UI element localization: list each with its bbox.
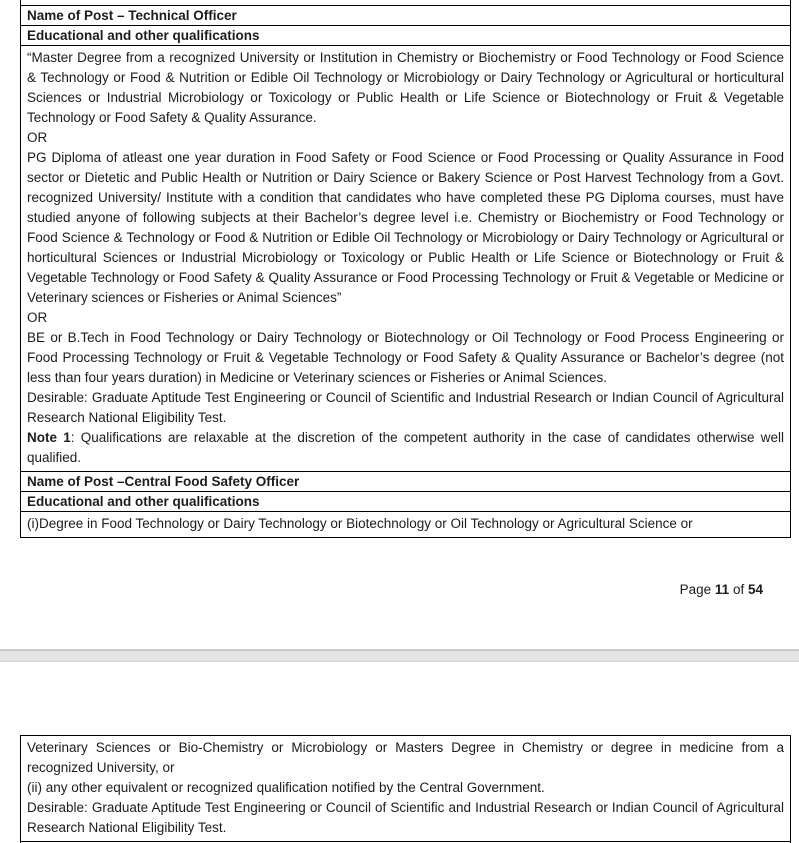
post-title-row (21, 6, 790, 26)
qualification-table (20, 0, 791, 538)
qualification-table-continued (20, 735, 791, 843)
post-title-2: Name of Post –Central Food Safety Officer (27, 474, 300, 489)
note-label: Note 1 (27, 430, 71, 445)
paragraph-note-1 (27, 428, 784, 468)
paragraph-pg-diploma: PG Diploma of atleast one year duration in Food Safety or Food Science or Food Processing or Quality Assurance in Food sector or Dietetic and Public Health or Nutrition or Dairy Science or Bakery Science or Post Harvest Technology from a Govt. recognized University/ Institute with a condition that candidates who have completed these PG Diploma courses, must have studied anyone of following subjects at their Bachelor’s degree level i.e. Chemistry or Biochemistry or Food Technology or Food Science & Technology or Food & Nutrition or Edible Oil Technology or Microbiology or Dairy Technology or Agricultural or horticultural Sciences or Industrial Microbiology or Toxicology or Public Health or Life Science or Biotechnology or Fruit & Vegetable Technology or Food Safety & Quality Assurance or Food Processing Technology or Fruit & Vegetable or Medicine or Veterinary sciences or Fisheries or Animal Sciences” (27, 150, 784, 305)
footer-of-word: of (729, 582, 748, 597)
edu-heading-row-2 (21, 492, 790, 512)
paragraph-continuation: Veterinary Sciences or Bio-Chemistry or Microbiology or Masters Degree in Chemistry or degree in medicine from a recognized University, or (27, 740, 784, 775)
paragraph-master-degree: “Master Degree from a recognized University or Institution in Chemistry or Biochemistry or Food Technology or Food Science & Technology or Food & Nutrition or Edible Oil Technology or Microbiology or Dairy Technology or Agricultural or horticultural Sciences or Industrial Microbiology or Toxicology or Public Health or Life Science or Biotechnology or Fruit & Vegetable Technology or Food Safety & Quality Assurance. (27, 50, 784, 125)
paragraph-desirable-2: Desirable: Graduate Aptitude Test Engineering or Council of Scientific and Industrial Research or Indian Council of Agricultural Research National Eligibility Test. (27, 800, 784, 835)
cfso-cell-start (21, 512, 790, 538)
footer-page-word: Page (679, 582, 715, 597)
cfso-cell-continued (21, 736, 790, 842)
paragraph-be-btech: BE or B.Tech in Food Technology or Dairy Technology or Biotechnology or Oil Technology or Food Process Engineering or Food Processing Technology or Fruit & Vegetable Technology or Food Safety & Quality Assurance or Bachelor’s degree (not less than four years duration) in Medicine or Veterinary sciences or Fisheries or Animal Sciences. (27, 330, 784, 385)
note-text: : Qualifications are relaxable at the discretion of the competent authority in the case of candidates otherwise well qualified. (27, 430, 785, 465)
paragraph-cfso-start: (i)Degree in Food Technology or Dairy Technology or Biotechnology or Oil Technology or Agricultural Science or (27, 516, 693, 531)
post-title: Name of Post – Technical Officer (27, 8, 237, 23)
edu-heading-2: Educational and other qualifications (27, 494, 260, 509)
edu-heading: Educational and other qualifications (27, 28, 260, 43)
footer-page-number: 11 (714, 582, 730, 597)
or-separator: OR (27, 130, 48, 145)
qualifications-cell (21, 46, 790, 472)
page-number-footer (680, 582, 763, 597)
page-12 (0, 662, 799, 843)
post-title-row-2 (21, 472, 790, 492)
paragraph-desirable: Desirable: Graduate Aptitude Test Engineering or Council of Scientific and Industrial Research or Indian Council of Agricultural Research National Eligibility Test. (27, 390, 784, 425)
footer-total-pages: 54 (747, 582, 763, 597)
edu-heading-row (21, 26, 790, 46)
paragraph-item-ii: (ii) any other equivalent or recognized qualification notified by the Central Government. (27, 780, 545, 795)
page-separator (0, 649, 799, 662)
or-separator: OR (27, 310, 48, 325)
